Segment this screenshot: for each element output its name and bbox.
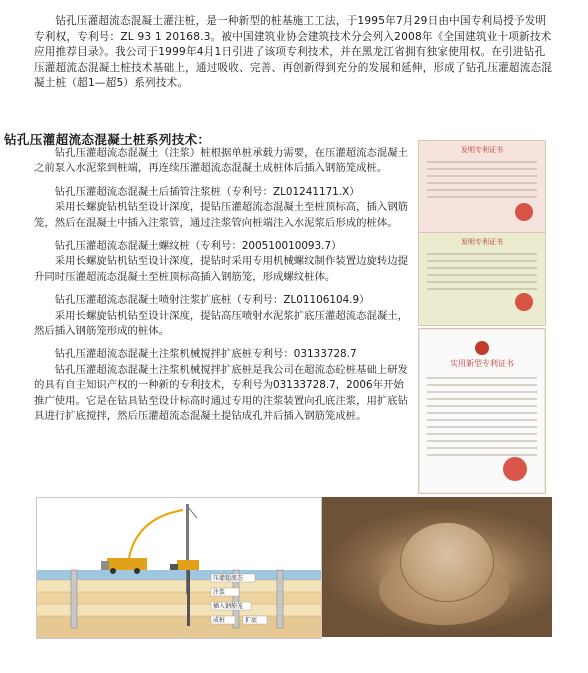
diagram-label-1: 压灌超流态 (213, 575, 244, 582)
certificate-title: 实用新型专利证书 (450, 359, 514, 368)
utility-patent-certificate (418, 328, 546, 494)
expanded-pile-photo (322, 497, 552, 637)
diagram-label-4: 成桩 (213, 617, 226, 624)
certificate-title: 发明专利证书 (461, 146, 503, 154)
diagram-label-5: 扩底 (245, 617, 258, 624)
technique-3-body: 采用长螺旋钻机钻至设计深度，提钻时采用专用机械螺纹制作装置边旋转边提升同时压灌超流态混凝土至桩顶标高插入钢筋笼，形成螺纹桩体。 (34, 255, 409, 283)
diagram-label-2: 注浆 (213, 589, 226, 596)
technique-2-heading: 钻孔压灌超流态混凝土后插管注浆桩（专利号：ZL01241171.X） (54, 185, 360, 198)
technique-1-text: 钻孔压灌超流态混凝土（注浆）桩根据单桩承载力需要，在压灌超流态混凝土之前泵入水泥浆到桩端，再连续压灌超流态混凝土成桩体后插入钢筋笼成桩。 (34, 147, 409, 175)
seal-icon (515, 203, 533, 221)
certificate-title: 发明专利证书 (461, 238, 503, 246)
technique-5-heading: 钻孔压灌超流态混凝土注浆机械搅拌扩底桩专利号：03133728.7 (54, 348, 357, 361)
technique-2-body: 采用长螺旋钻机钻至设计深度，提钻压灌超流态混凝土至桩顶标高，插入钢筋笼，然后在混凝土中插入注浆管，通过注浆管向桩端注入水泥浆后形成的桩体。 (34, 201, 409, 229)
construction-diagram-svg (37, 498, 321, 638)
patent-certificate-1 (418, 140, 546, 236)
technique-4-body: 采用长螺旋钻机钻至设计深度，提钻高压喷射水泥浆扩底压灌超流态混凝土，然后插入钢筋笼形成的桩体。 (34, 309, 409, 338)
technique-list (34, 146, 414, 425)
construction-diagram (36, 497, 322, 639)
technique-3-heading: 钻孔压灌超流态混凝土螺纹桩（专利号：200510010093.7） (54, 240, 342, 253)
seal-icon (503, 457, 527, 481)
patent-certificate-2 (418, 232, 546, 326)
section-title: 钻孔压灌超流态混凝土桩系列技术： (4, 132, 211, 147)
intro-paragraph: 钻孔压灌超流态混凝土灌注桩，是一种新型的桩基施工工法，于1995年7月29日由中国专利局授予发明专利权，专利号：ZL 93 1 20168.3。被中国建筑业协会建筑技术分会列入2008年《全国建筑业十项新技术应用推荐目录》。我公司于1999年4月1日引进了该项专利技术，并在黑龙江省拥有独家使用权。在引进钻孔压灌超流态混凝土桩技术基础上，通过吸收、完善、再创新得到充分的发展和延伸，形成了钻孔压灌超流态混凝土桩（超1—超5）系列技术。 (34, 15, 553, 90)
technique-5-body: 钻孔压灌超流态混凝土注浆机械搅拌扩底桩是我公司在超流态砼桩基础上研发的具有自主知识产权的一种新的专利技术，专利号为03133728.7，2006年开始推广使用。它是在钻具钻至设计标高时通过专用的注浆装置向孔底注浆，用扩底钻具进行扩底搅拌，然后压灌超流态混凝土提钻成孔并后插入钢筋笼成桩。 (34, 363, 409, 423)
pile-head-shape (400, 522, 494, 602)
technique-4-heading: 钻孔压灌超流态混凝土喷射注浆扩底桩（专利号：ZL01106104.9） (54, 294, 370, 307)
diagram-label-3: 插入钢筋笼 (213, 603, 244, 610)
emblem-icon (475, 341, 489, 355)
seal-icon (515, 293, 533, 311)
